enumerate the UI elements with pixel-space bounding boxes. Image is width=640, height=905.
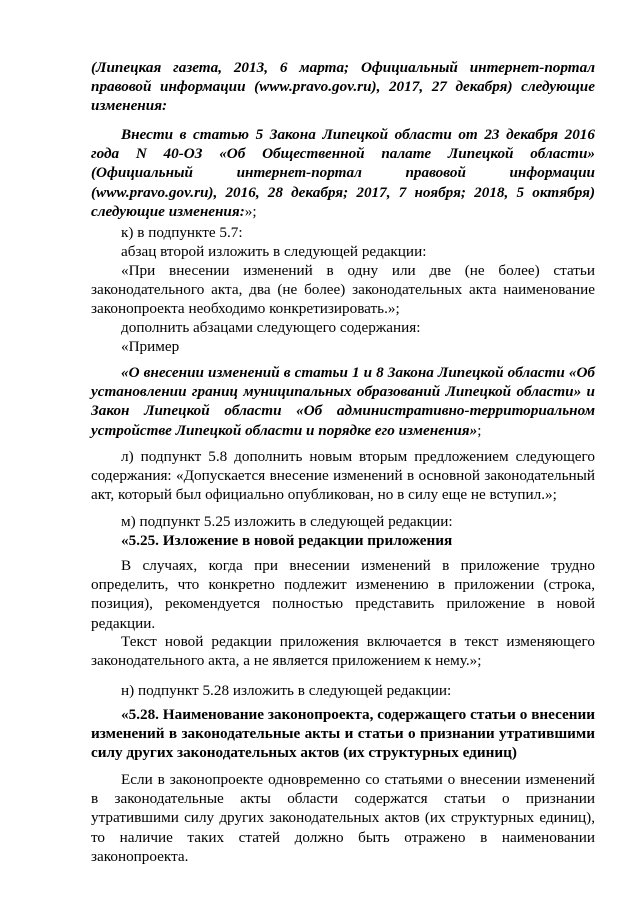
amendment-bold-text: Внести в статью 5 Закона Липецкой области от 23 декабря 2016 года N 40-ОЗ «Об Общественной палате Липецкой области» (Официальный интернет-портал правовой информации (www.pravo.gov.ru), 2016, 28 декабря; 2017, 7 ноября; 2018, 5 октября) следующие изменения: [91, 126, 595, 220]
item-m-paragraph-2: Текст новой редакции приложения включается в текст изменяющего законодательного акта, а не является приложением к нему.»; [91, 633, 595, 670]
item-k-example-label: «Пример [121, 338, 180, 355]
item-k-abzac: абзац второй изложить в следующей редакции: [121, 243, 427, 260]
item-k-line: к) в подпункте 5.7: [121, 224, 243, 241]
example-bold-text: «О внесении изменений в статьи 1 и 8 Закона Липецкой области «Об установлении границ муниципальных образований Липецкой области» и Закон Липецкой области «Об административно-территориальном устройстве Липецкой области и порядке его изменения» [91, 364, 595, 439]
item-n-paragraph: Если в законопроекте одновременно со статьями о внесении изменений в законодательные акты области содержатся статьи о признании утратившими силу других законодательных актов (их структурных единиц), то наличие таких статей должно быть отражено в наименовании законопроекта. [91, 771, 595, 865]
item-k-add-line: дополнить абзацами следующего содержания: [121, 319, 421, 336]
example-paragraph [91, 363, 595, 440]
intro-paragraph: (Липецкая газета, 2013, 6 марта; Официальный интернет-портал правовой информации (www.pravo.gov.ru), 2017, 27 декабря) следующие изменения: [91, 59, 595, 115]
item-m-line: м) подпункт 5.25 изложить в следующей редакции: [121, 513, 453, 530]
amendment-paragraph [91, 125, 595, 221]
item-k-quote: «При внесении изменений в одну или две (не более) статьи законодательного акта, два (не более) законодательных акта наименование законопроекта необходимо конкретизировать.»; [91, 262, 595, 318]
item-m-heading: «5.25. Изложение в новой редакции приложения [121, 532, 453, 549]
item-l-paragraph: л) подпункт 5.8 дополнить новым вторым предложением следующего содержания: «Допускается внесение изменений в основной законодательный акт, который был официально опубликован, но в силу еще не вступил.»; [91, 448, 595, 504]
item-m-paragraph-1: В случаях, когда при внесении изменений в приложение трудно определить, что конкретно подлежит изменению в приложении (строка, позиция), рекомендуется полностью представить приложение в новой редакции. [91, 557, 595, 632]
example-tail: ; [477, 421, 482, 439]
item-n-heading: «5.28. Наименование законопроекта, содержащего статьи о внесении изменений в законодательные акты и статьи о признании утратившими силу других законодательных актов (их структурных единиц) [91, 706, 595, 762]
item-n-line: н) подпункт 5.28 изложить в следующей редакции: [121, 682, 452, 699]
amendment-tail: »; [244, 202, 257, 220]
